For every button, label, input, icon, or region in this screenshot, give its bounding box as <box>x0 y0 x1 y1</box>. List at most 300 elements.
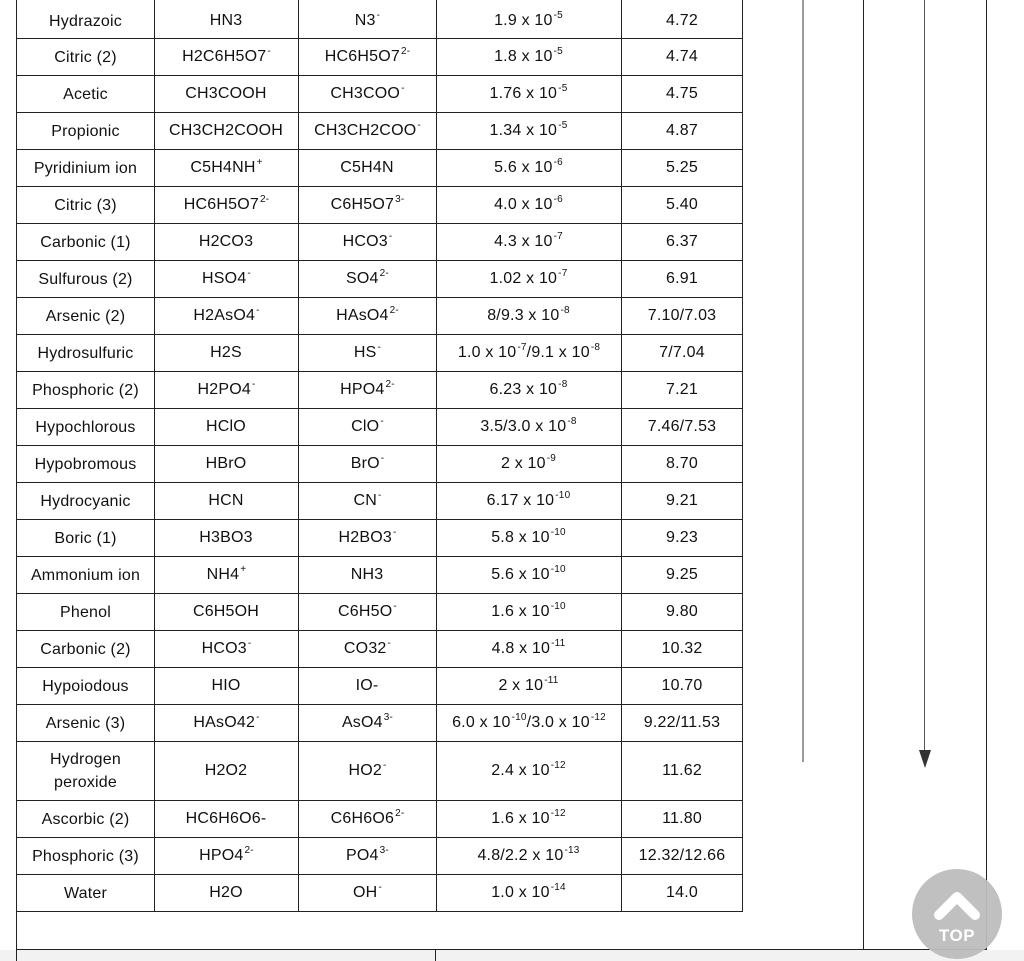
acid-formula: HSO4 <box>202 270 247 287</box>
pka-cell <box>622 150 743 187</box>
pka-cell <box>622 483 743 520</box>
pka-cell <box>622 520 743 557</box>
table-row <box>17 668 743 705</box>
acid-name: Carbonic (2) <box>40 640 131 658</box>
ka-exponent: -8 <box>560 305 570 316</box>
base-formula: NH3 <box>350 566 384 583</box>
ka-mantissa: 5.8 x 10 <box>491 529 550 546</box>
ka-exponent: -9 <box>546 453 557 464</box>
pka-cell <box>622 76 743 113</box>
ka-mantissa: 4.8/2.2 x 10 <box>477 847 564 864</box>
conjugate-base-cell <box>299 372 437 409</box>
conjugate-base-cell <box>299 150 437 187</box>
ka-cell <box>437 705 622 742</box>
base-formula: AsO4 <box>341 714 383 731</box>
acid-name-cell <box>17 875 155 912</box>
acid-charge: - <box>247 268 251 279</box>
acid-formula: HC6H5O7 <box>183 196 259 213</box>
ka-exponent: -10 <box>550 564 566 575</box>
acid-name: Phenol <box>59 603 112 621</box>
acid-formula-cell <box>155 483 299 520</box>
base-formula: HO2 <box>348 762 382 779</box>
acid-name: Arsenic (2) <box>45 307 126 325</box>
ka-second-exponent: -8 <box>590 342 601 353</box>
ka-mantissa: 1.0 x 10 <box>491 884 550 901</box>
pka-cell <box>622 335 743 372</box>
pka-value: 4.75 <box>666 85 698 102</box>
base-charge: - <box>387 638 392 649</box>
acid-strength-arrow-line <box>802 0 804 762</box>
acid-formula-cell <box>155 801 299 838</box>
acid-formula: H2CO3 <box>198 233 254 250</box>
conjugate-base-cell <box>299 187 437 224</box>
table-row <box>17 520 743 557</box>
back-to-top-label: TOP <box>938 926 976 945</box>
acid-name: Carbonic (1) <box>40 233 131 251</box>
conjugate-base-cell <box>299 409 437 446</box>
ka-cell <box>437 113 622 150</box>
base-formula: C6H6O6 <box>330 810 395 827</box>
ka-exponent: -13 <box>564 845 580 856</box>
acid-formula-cell <box>155 594 299 631</box>
ka-cell <box>437 76 622 113</box>
conjugate-base-cell <box>299 557 437 594</box>
pka-value: 6.91 <box>666 270 698 287</box>
acid-charge: - <box>256 712 260 723</box>
pka-cell <box>622 875 743 912</box>
acid-formula: HC6H6O6- <box>185 810 267 827</box>
pka-value: 7/7.04 <box>659 344 705 361</box>
ka-mantissa: 2 x 10 <box>500 455 546 472</box>
acid-name: Hypochlorous <box>35 418 136 436</box>
pka-value: 9.22/11.53 <box>643 714 721 731</box>
acid-charge: - <box>247 638 252 649</box>
acid-formula-cell <box>155 409 299 446</box>
acid-formula-cell <box>155 76 299 113</box>
base-charge: 2- <box>389 305 399 316</box>
ka-mantissa: 2 x 10 <box>498 677 544 694</box>
conjugate-base-cell <box>299 631 437 668</box>
acid-formula: C6H5OH <box>192 603 260 620</box>
ka-exponent: -11 <box>551 638 566 649</box>
pka-cell <box>622 668 743 705</box>
acid-name: Hypobromous <box>34 455 137 473</box>
acid-name: Phosphoric (3) <box>32 847 139 865</box>
ka-exponent: -14 <box>550 882 566 893</box>
acid-name: Hydrogen peroxide <box>50 751 121 791</box>
ka-exponent: -6 <box>553 194 563 205</box>
ka-mantissa: 1.8 x 10 <box>494 48 553 65</box>
pka-value: 9.23 <box>666 529 698 546</box>
pka-cell <box>622 742 743 801</box>
conjugate-base-cell <box>299 875 437 912</box>
acid-formula: H2AsO4 <box>193 307 256 324</box>
pka-cell <box>622 298 743 335</box>
acid-name: Ascorbic (2) <box>41 810 130 828</box>
acid-formula-cell <box>155 224 299 261</box>
acid-formula-cell <box>155 446 299 483</box>
ka-exponent: -10 <box>555 490 571 501</box>
ka-mantissa: 8/9.3 x 10 <box>487 307 560 324</box>
ka-second-exponent: -12 <box>590 712 606 723</box>
acid-formula-cell <box>155 335 299 372</box>
pka-cell <box>622 631 743 668</box>
base-formula: CH3CH2COO <box>314 122 417 139</box>
acid-name: Hypoiodous <box>42 677 129 695</box>
acid-formula-cell <box>155 668 299 705</box>
ka-cell <box>437 742 622 801</box>
acid-name: Pyridinium ion <box>33 159 138 177</box>
conjugate-base-cell <box>299 742 437 801</box>
acid-formula-cell <box>155 0 299 39</box>
ka-cell <box>437 187 622 224</box>
acid-charge: + <box>256 157 263 168</box>
ka-cell <box>437 594 622 631</box>
base-charge: - <box>388 231 393 242</box>
acid-name-cell <box>17 594 155 631</box>
ka-exponent: -8 <box>558 379 568 390</box>
ka-exponent: -5 <box>558 83 568 94</box>
table-row <box>17 483 743 520</box>
base-charge: 2- <box>379 268 389 279</box>
pka-cell <box>622 39 743 76</box>
base-formula: CO32 <box>343 640 387 657</box>
ka-mantissa: 1.0 x 10 <box>457 344 517 361</box>
acid-formula-cell <box>155 372 299 409</box>
conjugate-base-cell <box>299 446 437 483</box>
pka-value: 10.70 <box>661 677 703 694</box>
conjugate-base-cell <box>299 298 437 335</box>
acid-formula-cell <box>155 150 299 187</box>
acid-name: Sulfurous (2) <box>38 270 133 288</box>
base-charge: - <box>377 490 382 501</box>
acid-formula: H2O2 <box>204 762 248 779</box>
ka-mantissa: 4.3 x 10 <box>494 233 553 250</box>
pka-value: 5.40 <box>666 196 698 213</box>
conjugate-base-cell <box>299 801 437 838</box>
acid-name-cell <box>17 0 155 39</box>
ka-mantissa: 1.34 x 10 <box>489 122 558 139</box>
base-charge: - <box>401 83 405 94</box>
ka-cell <box>437 0 622 39</box>
ka-cell <box>437 298 622 335</box>
table-row <box>17 0 743 39</box>
ka-cell <box>437 335 622 372</box>
base-charge: - <box>376 10 381 21</box>
table-row <box>17 838 743 875</box>
pka-value: 12.32/12.66 <box>638 847 726 864</box>
table-row <box>17 594 743 631</box>
table-row <box>17 557 743 594</box>
table-row <box>17 113 743 150</box>
acid-formula: HPO4 <box>199 847 244 864</box>
ka-exponent: -11 <box>544 675 559 686</box>
acid-name: Arsenic (3) <box>45 714 126 732</box>
ka-cell <box>437 631 622 668</box>
table-row <box>17 335 743 372</box>
acid-formula: C5H4NH <box>190 159 256 176</box>
conjugate-base-cell <box>299 483 437 520</box>
acid-formula-cell <box>155 631 299 668</box>
base-formula: N3 <box>354 12 376 29</box>
ka-mantissa: 6.17 x 10 <box>486 492 555 509</box>
ka-mantissa: 6.23 x 10 <box>489 381 558 398</box>
ka-mantissa: 1.76 x 10 <box>489 85 558 102</box>
acid-name-cell <box>17 838 155 875</box>
pka-cell <box>622 557 743 594</box>
ka-mantissa: 1.02 x 10 <box>489 270 558 287</box>
conjugate-base-cell <box>299 76 437 113</box>
base-formula: HCO3 <box>342 233 388 250</box>
conjugate-base-cell <box>299 39 437 76</box>
acid-charge: + <box>240 564 247 575</box>
base-formula: IO- <box>355 677 379 694</box>
acid-name-cell <box>17 261 155 298</box>
acid-formula-cell <box>155 557 299 594</box>
conjugate-base-cell <box>299 668 437 705</box>
column-rule-right-1 <box>863 0 864 950</box>
pka-value: 11.80 <box>662 810 702 827</box>
acid-formula: HCN <box>208 492 244 509</box>
pka-value: 10.32 <box>661 640 703 657</box>
ka-mantissa: 5.6 x 10 <box>491 566 550 583</box>
base-strength-arrow-line <box>924 0 925 750</box>
pka-value: 4.72 <box>666 12 698 29</box>
base-charge: 3- <box>379 845 389 856</box>
acid-name: Hydrazoic <box>49 12 122 30</box>
conjugate-base-cell <box>299 0 437 39</box>
acid-name-cell <box>17 150 155 187</box>
acid-name-cell <box>17 409 155 446</box>
base-charge: 2- <box>395 808 405 819</box>
table-row <box>17 187 743 224</box>
pka-value: 4.74 <box>666 48 698 65</box>
acid-charge: - <box>267 46 271 57</box>
acid-formula-cell <box>155 261 299 298</box>
pka-value: 7.21 <box>666 381 698 398</box>
conjugate-base-cell <box>299 335 437 372</box>
pka-value: 7.46/7.53 <box>647 418 717 435</box>
conjugate-base-cell <box>299 261 437 298</box>
conjugate-base-cell <box>299 520 437 557</box>
base-formula: OH <box>353 884 378 901</box>
conjugate-base-cell <box>299 224 437 261</box>
base-formula: C6H5O7 <box>330 196 395 213</box>
acid-formula: HBrO <box>205 455 247 472</box>
table-row <box>17 224 743 261</box>
base-formula: HPO4 <box>340 381 385 398</box>
ka-cell <box>437 372 622 409</box>
acid-name-cell <box>17 631 155 668</box>
acid-name-cell <box>17 520 155 557</box>
base-charge: - <box>380 453 385 464</box>
ka-cell <box>437 801 622 838</box>
acid-formula-cell <box>155 838 299 875</box>
base-formula: HS <box>353 344 377 361</box>
ka-exponent: -7 <box>558 268 568 279</box>
base-charge: - <box>382 760 387 771</box>
acid-name-cell <box>17 335 155 372</box>
pka-value: 7.10/7.03 <box>647 307 717 324</box>
acid-name: Acetic <box>63 85 108 103</box>
pka-value: 14.0 <box>666 884 698 901</box>
ka-cell <box>437 483 622 520</box>
base-formula: ClO <box>351 418 380 435</box>
ka-exponent: -10 <box>511 712 527 723</box>
ka-mantissa: 4.8 x 10 <box>491 640 551 657</box>
acid-name: Citric (2) <box>54 48 117 66</box>
base-charge: - <box>380 416 384 427</box>
acid-formula: HCO3 <box>201 640 247 657</box>
acid-name: Water <box>63 884 108 902</box>
acid-formula: H2PO4 <box>197 381 251 398</box>
base-formula: SO4 <box>346 270 379 287</box>
base-charge: - <box>393 601 397 612</box>
pka-cell <box>622 594 743 631</box>
acid-name-cell <box>17 372 155 409</box>
acid-name-cell <box>17 224 155 261</box>
pka-value: 9.80 <box>666 603 698 620</box>
acid-formula: H2C6H5O7 <box>182 48 267 65</box>
ka-mantissa: 1.6 x 10 <box>491 810 550 827</box>
acid-dissociation-table <box>16 0 743 912</box>
chevron-up-icon <box>933 885 981 925</box>
pka-value: 4.87 <box>666 122 698 139</box>
down-arrow-icon <box>919 750 931 768</box>
acid-formula-cell <box>155 113 299 150</box>
ka-cell <box>437 150 622 187</box>
acid-name-cell <box>17 801 155 838</box>
pka-cell <box>622 261 743 298</box>
table-row <box>17 76 743 113</box>
pka-value: 9.25 <box>666 566 698 583</box>
table-row <box>17 150 743 187</box>
ka-exponent: -5 <box>553 10 563 21</box>
pka-cell <box>622 446 743 483</box>
base-formula: H2BO3 <box>338 529 392 546</box>
back-to-top-button[interactable] <box>912 869 1002 959</box>
conjugate-base-cell <box>299 838 437 875</box>
ka-mantissa: 1.9 x 10 <box>494 12 553 29</box>
acid-name-cell <box>17 76 155 113</box>
acid-charge: 2- <box>244 845 254 856</box>
acid-formula: HClO <box>206 418 246 435</box>
base-formula: C6H5O <box>338 603 393 620</box>
ka-exponent: -6 <box>553 157 563 168</box>
ka-exponent: -10 <box>550 601 566 612</box>
ka-cell <box>437 557 622 594</box>
ka-cell <box>437 875 622 912</box>
ka-second-mantissa: /3.0 x 10 <box>526 714 590 731</box>
acid-formula: CH3COOH <box>185 85 267 102</box>
pka-cell <box>622 0 743 39</box>
ka-cell <box>437 838 622 875</box>
table-row <box>17 261 743 298</box>
acid-name-cell <box>17 113 155 150</box>
ka-exponent: -5 <box>553 46 563 57</box>
ka-exponent: -12 <box>550 808 566 819</box>
column-rule-right-2 <box>986 0 987 950</box>
ka-exponent: -7 <box>517 342 527 353</box>
acid-name-cell <box>17 742 155 801</box>
conjugate-base-cell <box>299 594 437 631</box>
base-charge: - <box>378 882 382 893</box>
ka-exponent: -12 <box>550 760 566 771</box>
acid-charge: - <box>251 379 256 390</box>
pka-value: 9.21 <box>666 492 698 509</box>
base-charge: - <box>392 527 397 538</box>
acid-name-cell <box>17 483 155 520</box>
acid-name-cell <box>17 446 155 483</box>
acid-formula: H3BO3 <box>199 529 253 546</box>
ka-cell <box>437 446 622 483</box>
pka-cell <box>622 187 743 224</box>
base-formula: CH3COO <box>330 85 401 102</box>
next-table-edge <box>0 950 1024 961</box>
acid-name-cell <box>17 668 155 705</box>
table-row <box>17 631 743 668</box>
ka-cell <box>437 224 622 261</box>
ka-cell <box>437 261 622 298</box>
acid-name: Phosphoric (2) <box>32 381 139 399</box>
acid-name-cell <box>17 705 155 742</box>
conjugate-base-cell <box>299 705 437 742</box>
base-charge: 3- <box>383 712 394 723</box>
base-charge: - <box>417 120 421 131</box>
acid-name: Propionic <box>51 122 120 140</box>
table-row <box>17 875 743 912</box>
conjugate-base-cell <box>299 113 437 150</box>
acid-name: Hydrocyanic <box>40 492 131 510</box>
acid-name: Citric (3) <box>54 196 117 214</box>
ka-mantissa: 2.4 x 10 <box>491 762 550 779</box>
table-row <box>17 372 743 409</box>
acid-formula-cell <box>155 875 299 912</box>
pka-value: 11.62 <box>662 762 702 779</box>
pka-cell <box>622 409 743 446</box>
acid-name-cell <box>17 298 155 335</box>
acid-name-cell <box>17 557 155 594</box>
base-formula: HC6H5O7 <box>324 48 400 65</box>
table-row <box>17 446 743 483</box>
base-formula: C5H4N <box>340 159 394 176</box>
ka-mantissa: 6.0 x 10 <box>452 714 511 731</box>
ka-mantissa: 4.0 x 10 <box>494 196 553 213</box>
table-row <box>17 742 743 801</box>
acid-charge: 2- <box>259 194 270 205</box>
acid-name: Boric (1) <box>54 529 117 547</box>
table-row <box>17 39 743 76</box>
acid-name-cell <box>17 39 155 76</box>
ka-cell <box>437 409 622 446</box>
acid-formula: HN3 <box>209 12 243 29</box>
pka-cell <box>622 224 743 261</box>
pka-value: 6.37 <box>666 233 698 250</box>
base-charge: 2- <box>400 46 411 57</box>
table-row <box>17 298 743 335</box>
acid-name: Hydrosulfuric <box>37 344 134 362</box>
acid-formula-cell <box>155 705 299 742</box>
ka-cell <box>437 39 622 76</box>
base-charge: 2- <box>385 379 395 390</box>
base-formula: CN <box>353 492 377 509</box>
acid-formula-cell <box>155 520 299 557</box>
pka-cell <box>622 113 743 150</box>
ka-exponent: -8 <box>567 416 577 427</box>
base-formula: BrO <box>350 455 380 472</box>
acid-formula-cell <box>155 39 299 76</box>
ka-exponent: -7 <box>553 231 563 242</box>
